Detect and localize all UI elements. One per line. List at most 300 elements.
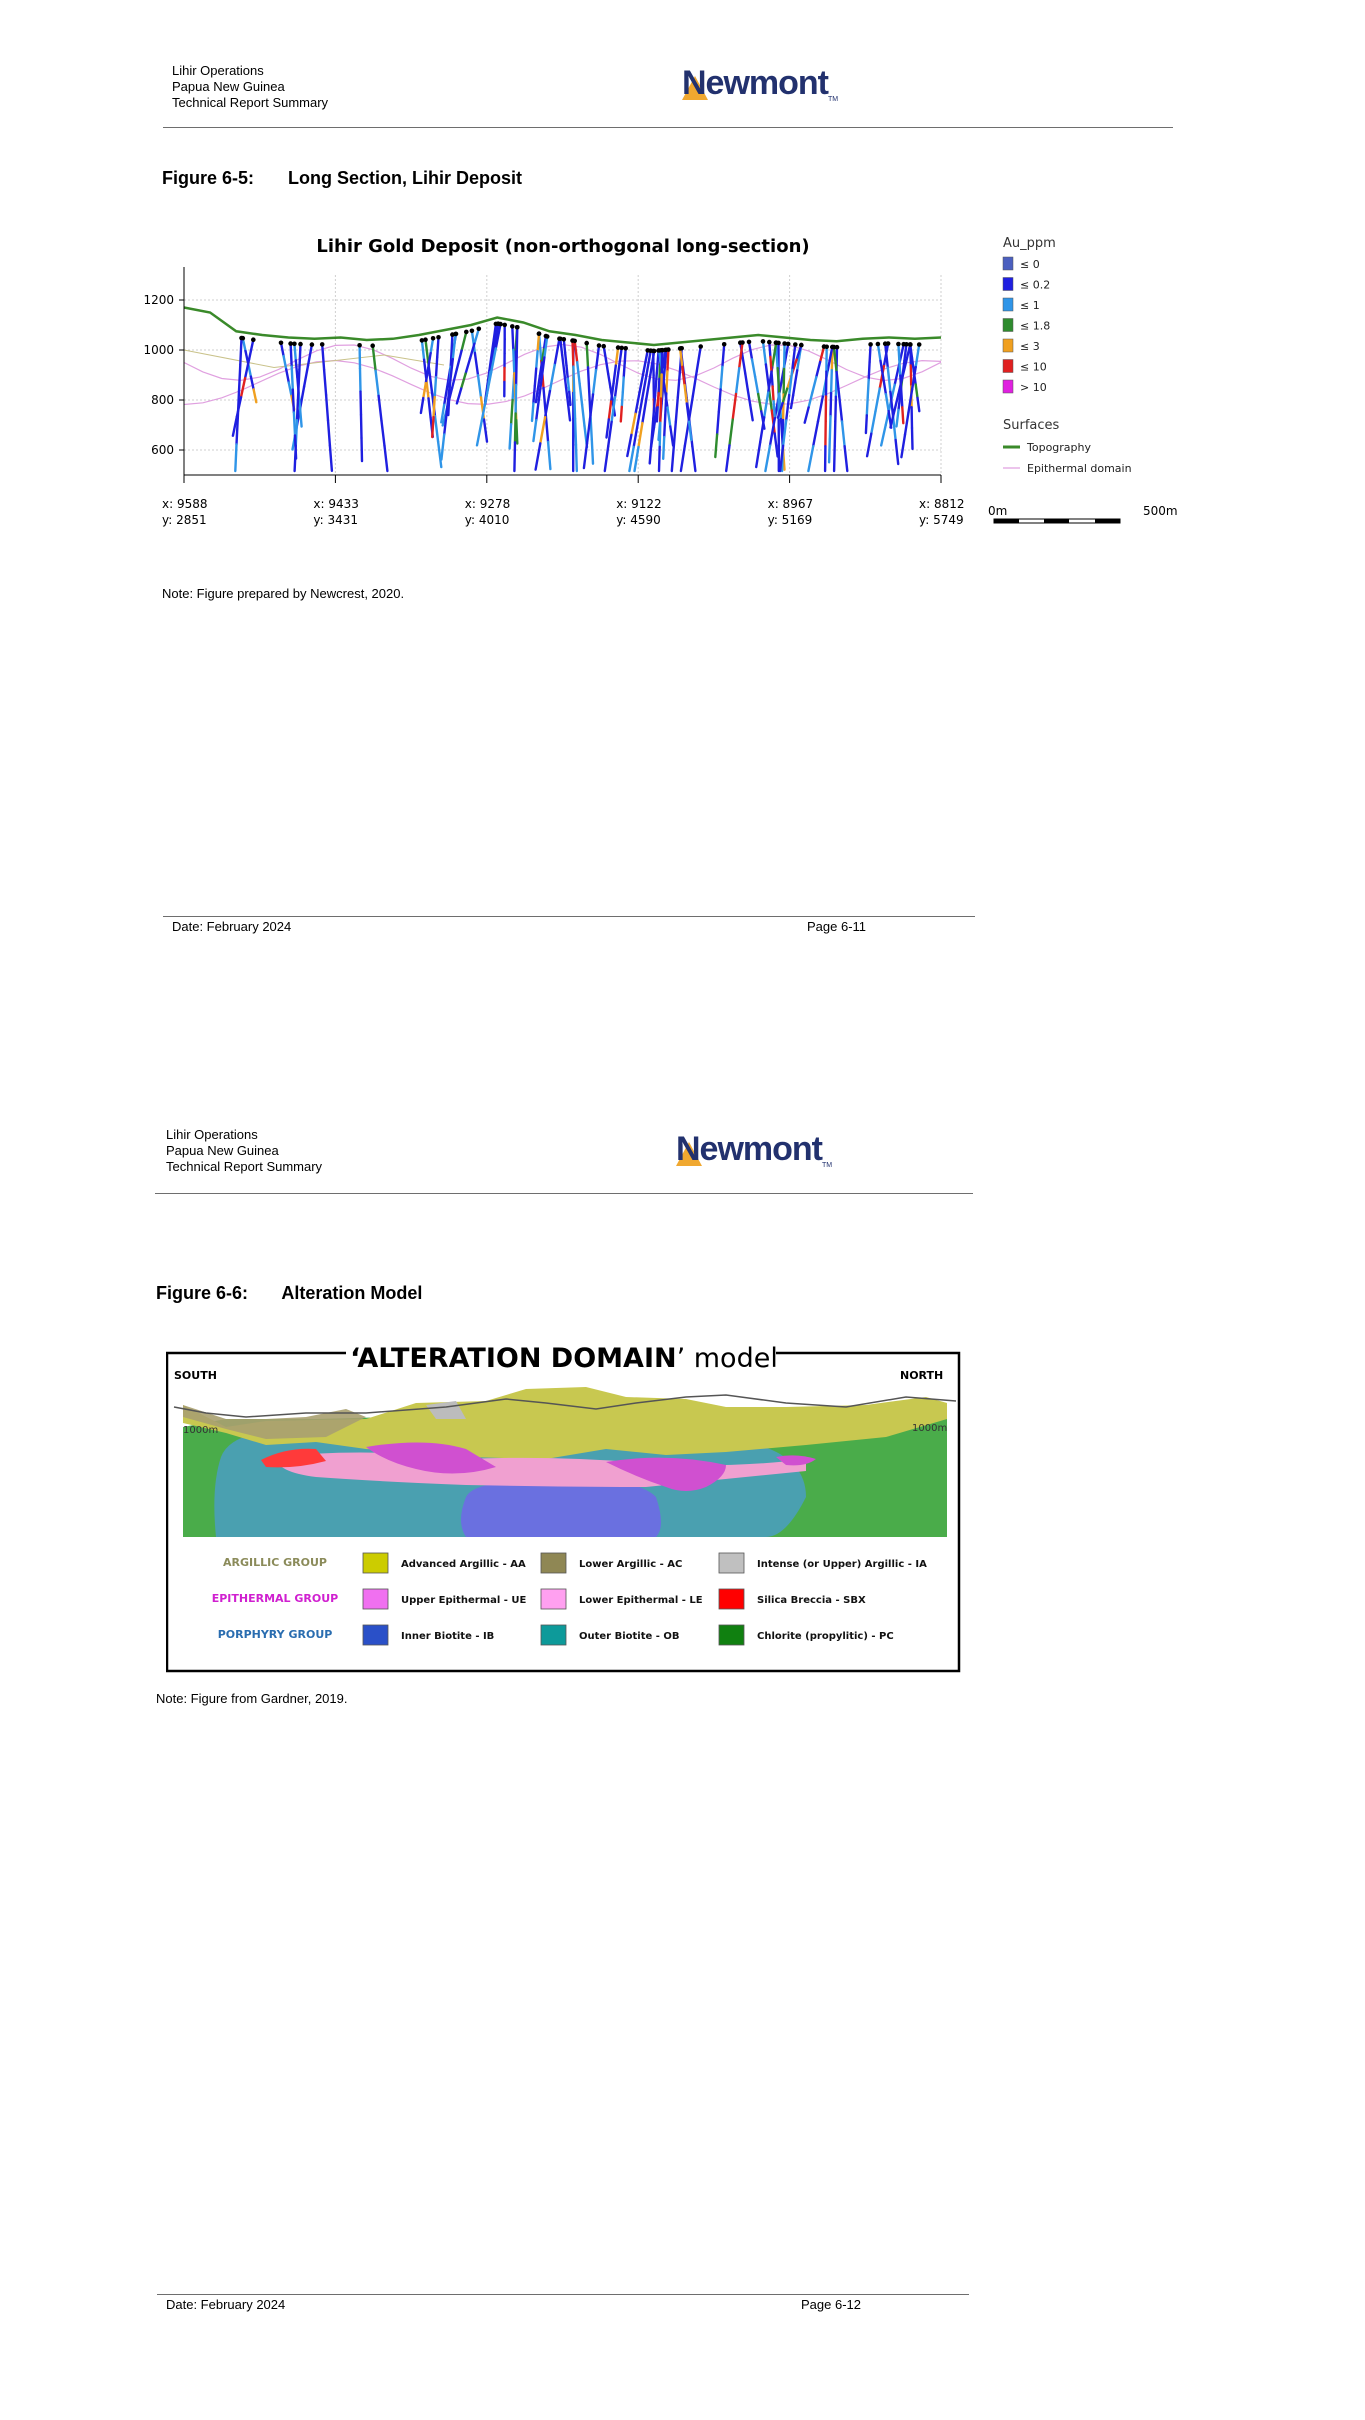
collar-point	[886, 341, 891, 346]
drillhole-segment	[582, 405, 584, 426]
drillhole-segment	[536, 351, 537, 368]
legend-label: ≤ 0.2	[1020, 278, 1051, 292]
drillhole-segment	[674, 422, 676, 447]
legend-group-name: EPITHERMAL GROUP	[211, 1592, 339, 1605]
legend-swatch	[719, 1553, 744, 1573]
drillhole-segment	[254, 389, 257, 402]
figure-number: Figure 6-5:	[162, 168, 255, 188]
collar-point	[832, 345, 837, 350]
drillhole-segment	[749, 342, 752, 359]
collar-point	[423, 337, 428, 342]
collar-point	[357, 343, 362, 348]
drillhole-segment	[715, 435, 717, 458]
drillhole-segment	[659, 379, 660, 393]
drillhole-segment	[555, 339, 560, 365]
legend-label: Chlorite (propylitic) - PC	[757, 1631, 894, 1642]
drillhole-segment	[618, 348, 621, 373]
drillhole-segment	[901, 435, 905, 458]
drillhole-segment	[593, 370, 596, 395]
x-tick-label: x: 9588	[162, 497, 208, 511]
drillhole-segment	[477, 421, 482, 445]
y-tick-label: 800	[151, 393, 174, 407]
drillhole-segment	[376, 371, 379, 396]
drillhole-segment	[326, 395, 328, 420]
alteration-title: ‘ALTERATION DOMAIN’ model	[350, 1343, 778, 1374]
collar-point	[320, 342, 325, 347]
figure-title: Alteration Model	[281, 1283, 423, 1303]
legend-group-name: PORPHYRY GROUP	[217, 1628, 333, 1641]
drillhole-segment	[770, 357, 771, 372]
drillhole-segment	[324, 370, 326, 395]
drillhole-segment	[609, 402, 611, 420]
drillhole-segment	[516, 385, 517, 414]
header-line-1: Lihir Operations	[172, 63, 264, 78]
collar-point	[623, 346, 628, 351]
legend-label: ≤ 1	[1020, 299, 1040, 312]
drillhole-segment	[587, 419, 590, 444]
drillhole-segment	[657, 351, 659, 374]
collar-point	[545, 334, 550, 339]
drillhole-segment	[292, 367, 293, 390]
drillhole-segment	[896, 440, 899, 464]
collar-point	[558, 337, 563, 342]
drillhole-segment	[575, 419, 576, 445]
drillhole-segment	[916, 345, 920, 368]
drillhole-segment	[295, 436, 296, 459]
drillhole-segment	[748, 389, 751, 405]
drillhole-segment	[813, 421, 818, 446]
drillhole-segment	[642, 399, 646, 423]
drillhole-segment	[434, 397, 435, 417]
legend-label: Intense (or Upper) Argillic - IA	[757, 1559, 927, 1570]
collar-point	[698, 344, 703, 349]
drillhole-segment	[621, 407, 622, 422]
legend-label: Silica Breccia - SBX	[757, 1595, 866, 1606]
collar-point	[908, 342, 913, 347]
elevation-right-label: 1000m	[912, 1423, 948, 1434]
drillhole-segment	[634, 423, 638, 447]
drillhole-segment	[676, 397, 678, 422]
legend-label: > 10	[1020, 381, 1047, 394]
legend-swatch	[1003, 339, 1013, 352]
drillhole-segment	[304, 366, 308, 387]
alteration-model-figure	[166, 1337, 962, 1673]
drillhole-segment	[719, 389, 721, 412]
drillhole-segment	[745, 374, 747, 390]
x-tick-label: x: 9122	[616, 497, 662, 511]
drillhole-segment	[693, 371, 697, 396]
drillhole-segment	[881, 425, 886, 445]
drillhole-segment	[678, 373, 680, 398]
drillhole-segment	[655, 373, 657, 396]
collar-point	[601, 344, 606, 349]
page-header-text	[172, 63, 328, 111]
drillhole-segment	[867, 398, 868, 416]
collar-point	[645, 348, 650, 353]
collar-point	[515, 325, 520, 330]
drillhole-segment	[300, 410, 301, 427]
drillhole-segment	[474, 329, 478, 344]
drillhole-segment	[773, 386, 774, 401]
x-tick-label: x: 8967	[767, 497, 814, 511]
collar-point	[251, 337, 256, 342]
legend-swatch	[363, 1625, 388, 1645]
figure-note: Note: Figure from Gardner, 2019.	[156, 1691, 348, 1706]
x-tick-labels	[162, 497, 965, 527]
x-tick-label: y: 3431	[313, 513, 359, 527]
y-tick-label: 1200	[143, 293, 174, 307]
drillhole-segment	[842, 421, 845, 446]
drillhole-segment	[533, 420, 536, 441]
legend-swatch	[1003, 257, 1013, 270]
drillhole-segment	[870, 344, 871, 362]
scale-bar	[988, 504, 1178, 523]
legend-label: Inner Biotite - IB	[401, 1631, 495, 1642]
drillhole-segment	[662, 350, 663, 374]
drillhole-segment	[515, 414, 516, 443]
drillhole-segment	[784, 344, 785, 370]
drillhole-segment	[627, 435, 631, 456]
collar-point	[370, 343, 375, 348]
drillhole-segment	[881, 361, 884, 378]
grade-legend	[1003, 257, 1050, 394]
drillhole-segment	[789, 370, 792, 395]
drillhole-segment	[778, 368, 780, 393]
collar-point	[310, 342, 315, 347]
collar-point	[464, 330, 469, 335]
drillhole-segment	[878, 344, 881, 361]
drillhole-segment	[511, 400, 512, 424]
footer-page-number: Page 6-12	[801, 2297, 861, 2312]
drillhole-segment	[902, 407, 903, 423]
logo-wordmark: NewmontTM	[682, 64, 839, 103]
inner-biotite-domain	[461, 1481, 661, 1537]
drillhole-segment	[429, 398, 431, 417]
drillhole-segment	[548, 442, 550, 469]
drillhole-segment	[540, 417, 545, 443]
drillhole-segment	[360, 369, 361, 392]
x-tick-label: y: 2851	[162, 513, 207, 527]
drillhole-segment	[752, 359, 755, 376]
legend-swatch	[541, 1625, 566, 1645]
drillhole-segment	[845, 446, 848, 471]
drillhole-segment	[566, 388, 568, 404]
drillhole-segment	[834, 446, 835, 471]
figure-title: Long Section, Lihir Deposit	[288, 168, 523, 188]
drillhole-segment	[658, 393, 659, 407]
collar-point	[298, 342, 303, 347]
drillhole-segment	[793, 383, 795, 396]
y-tick-label: 600	[151, 443, 174, 457]
collar-point	[747, 340, 752, 345]
drillhole-segment	[888, 368, 891, 392]
scale-bar-end: 500m	[1143, 504, 1178, 518]
drillhole-segment	[831, 393, 832, 416]
drillhole-segment	[831, 370, 832, 393]
drillhole-segment	[441, 435, 444, 460]
collar-point	[288, 341, 293, 346]
drillhole-segment	[639, 423, 643, 447]
footer-rule	[157, 2294, 969, 2295]
drillhole-segment	[475, 353, 478, 375]
drillhole-segment	[510, 424, 512, 448]
drillhole-segment	[670, 427, 673, 446]
drillhole-segment	[763, 341, 766, 364]
drillhole-segment	[899, 360, 900, 376]
drillhole-segment	[422, 340, 424, 359]
collar-point	[666, 347, 671, 352]
drillhole-segment	[631, 414, 635, 435]
drillhole-segment	[550, 365, 555, 391]
legend-swatch	[719, 1625, 744, 1645]
legend-swatch	[1003, 360, 1013, 373]
drillhole-segment	[294, 413, 295, 436]
drillhole-segment	[667, 350, 668, 372]
drillhole-segment	[736, 368, 739, 394]
drillhole-segment	[835, 422, 836, 447]
legend-label: ≤ 3	[1020, 340, 1040, 353]
drillhole-segment	[574, 393, 575, 419]
drillhole-segment	[622, 392, 623, 407]
drillhole-segment	[478, 375, 481, 397]
drillhole-segment	[373, 346, 376, 371]
header-rule	[155, 1193, 973, 1194]
drillhole-segment	[721, 367, 723, 390]
drillhole-segment	[432, 417, 433, 437]
collar-point	[876, 342, 881, 347]
drillhole-segment	[533, 386, 534, 403]
drillhole-segment	[361, 392, 362, 415]
drillhole-segment	[299, 344, 300, 369]
legend-swatch	[541, 1553, 566, 1573]
legend-swatch	[363, 1589, 388, 1609]
x-tick-label: x: 9278	[464, 497, 511, 511]
drillhole-segment	[659, 365, 660, 379]
drillhole-segment	[516, 356, 517, 385]
drillhole-segment	[755, 377, 758, 394]
drillhole-segment	[484, 420, 487, 442]
drillhole-segment	[235, 444, 236, 471]
drillhole-segment	[297, 395, 298, 420]
drillholes	[233, 321, 922, 471]
x-tick-label: y: 5749	[919, 513, 964, 527]
drillhole-segment	[607, 420, 609, 438]
drillhole-segment	[573, 367, 574, 393]
drillhole-segment	[750, 405, 753, 421]
drillhole-segment	[587, 343, 588, 367]
drillhole-segment	[538, 334, 539, 352]
drillhole-segment	[291, 344, 292, 367]
collar-point	[279, 341, 284, 346]
collar-point	[239, 336, 244, 341]
drillhole-segment	[795, 370, 797, 383]
drillhole-segment	[249, 340, 253, 359]
drillhole-segment	[576, 445, 577, 471]
drillhole-segment	[588, 367, 589, 391]
drillhole-segment	[536, 443, 541, 469]
legend-label: Lower Argillic - AC	[579, 1559, 683, 1570]
drillhole-segment	[293, 390, 294, 413]
drillhole-segment	[535, 369, 536, 386]
drillhole-segment	[573, 341, 574, 367]
collar-point	[896, 342, 901, 347]
drillhole-segment	[730, 420, 733, 446]
logo-wordmark: NewmontTM	[676, 1130, 833, 1169]
drillhole-segment	[330, 446, 332, 471]
drillhole-segment	[286, 369, 289, 382]
x-tick-label: y: 4590	[616, 513, 661, 527]
drillhole-segment	[385, 446, 388, 471]
legend-swatch	[719, 1589, 744, 1609]
legend-swatch	[363, 1553, 388, 1573]
collar-point	[824, 345, 829, 350]
drillhole-segment	[568, 404, 570, 420]
drillhole-segment	[871, 411, 875, 434]
drillhole-segment	[564, 372, 566, 388]
drillhole-segment	[608, 374, 610, 388]
collar-point	[597, 343, 602, 348]
drillhole-segment	[650, 441, 652, 464]
x-tick-label: y: 5169	[767, 513, 813, 527]
drillhole-segment	[765, 446, 770, 471]
drillhole-segment	[758, 394, 761, 411]
drillhole-segment	[362, 438, 363, 461]
drillhole-segment	[382, 421, 385, 446]
scale-bar-start: 0m	[988, 504, 1008, 518]
collar-point	[660, 348, 665, 353]
drillhole-segment	[661, 374, 662, 398]
legend-label: ≤ 10	[1020, 360, 1047, 374]
drillhole-segment	[567, 366, 568, 379]
drillhole-segment	[820, 347, 824, 362]
legend-swatch	[1003, 278, 1013, 291]
drillhole-segment	[577, 362, 579, 383]
drillhole-segment	[791, 396, 793, 409]
header-line-2: Papua New Guinea	[172, 79, 285, 94]
collar-point	[767, 340, 772, 345]
drillhole-segment	[660, 399, 661, 423]
collar-point	[570, 338, 575, 343]
legend-group-name: ARGILLIC GROUP	[223, 1556, 327, 1569]
collar-point	[510, 324, 515, 329]
drillhole-segment	[580, 383, 583, 404]
x-tick-label: y: 4010	[464, 513, 510, 527]
drillhole-segment	[756, 442, 760, 467]
legend-swatch	[1003, 380, 1013, 393]
collar-point	[740, 340, 745, 345]
figure-number: Figure 6-6:	[156, 1283, 249, 1303]
drillhole-segment	[830, 416, 831, 439]
drillhole-segment	[866, 415, 867, 433]
drillhole-segment	[901, 392, 902, 408]
drillhole-segment	[805, 408, 809, 423]
drillhole-segment	[666, 371, 667, 393]
collar-point	[799, 343, 804, 348]
drillhole-segment	[614, 366, 616, 384]
drillhole-segment	[294, 344, 295, 361]
north-label: NORTH	[900, 1369, 944, 1382]
drillhole-segment	[435, 416, 438, 442]
drillhole-segment	[663, 437, 664, 459]
collar-point	[470, 329, 475, 334]
drillhole-segment	[668, 408, 671, 427]
drillhole-segment	[560, 339, 562, 355]
drillhole-segment	[816, 362, 820, 377]
drillhole-segment	[897, 410, 899, 426]
drillhole-segment	[905, 412, 909, 435]
drillhole-segment	[546, 415, 548, 442]
header-line-3: Technical Report Summary	[172, 95, 329, 110]
drillhole-segment	[241, 378, 245, 397]
drillhole-segment	[733, 394, 736, 420]
drillhole-segment	[461, 374, 465, 389]
drillhole-segment	[774, 401, 775, 416]
x-tick-label: x: 8812	[919, 497, 965, 511]
figure-caption	[162, 168, 522, 189]
drillhole-segment	[517, 327, 518, 356]
drillhole-segment	[629, 447, 633, 471]
drillhole-segment	[657, 407, 658, 421]
drillhole-segment	[562, 355, 564, 371]
drillhole-segment	[328, 420, 330, 445]
legend-label: Advanced Argillic - AA	[401, 1559, 526, 1570]
drillhole-segment	[868, 380, 869, 398]
collar-point	[616, 345, 621, 350]
drillhole-segment	[568, 379, 569, 392]
legend-label: ≤ 1.8	[1020, 319, 1051, 333]
drillhole-segment	[912, 358, 914, 371]
figure-note: Note: Figure prepared by Newcrest, 2020.	[162, 586, 405, 601]
surface-label: Epithermal domain	[1027, 462, 1132, 475]
drillhole-segment	[596, 346, 599, 371]
legend-label: Upper Epithermal - UE	[401, 1595, 527, 1606]
collar-point	[774, 340, 779, 345]
drillhole-segment	[867, 434, 871, 457]
legend-title: Au_ppm	[1003, 236, 1056, 251]
drillhole-segment	[532, 403, 533, 421]
drillhole-segment	[466, 359, 470, 374]
collar-point	[584, 341, 589, 346]
drillhole-segment	[296, 360, 298, 377]
drillhole-segment	[772, 372, 773, 387]
collar-point	[917, 342, 922, 347]
legend-swatch	[1003, 298, 1013, 311]
collar-point	[722, 342, 727, 347]
drillhole-segment	[512, 326, 513, 349]
surface-label: Topography	[1027, 441, 1092, 454]
drillhole-segment	[685, 421, 689, 446]
drillhole-segment	[584, 444, 587, 469]
collar-point	[793, 342, 798, 347]
collar-point	[436, 335, 441, 340]
collar-point	[431, 336, 436, 341]
drillhole-segment	[623, 378, 624, 393]
chart-title: Lihir Gold Deposit (non-orthogonal long-section)	[316, 236, 810, 257]
drillhole-segment	[717, 412, 719, 435]
drillhole-segment	[829, 439, 830, 462]
drillhole-segment	[240, 338, 241, 365]
drillhole-segment	[462, 332, 467, 351]
y-tick-labels	[143, 293, 174, 457]
footer-date: Date: February 2024	[166, 2297, 286, 2312]
drillhole-segment	[436, 357, 437, 377]
drillhole-segment	[659, 447, 660, 471]
drillhole-segment	[775, 434, 778, 457]
south-label: SOUTH	[174, 1369, 217, 1382]
drillhole-segment	[437, 337, 438, 357]
drillhole-segment	[660, 423, 661, 447]
header-line-2: Papua New Guinea	[166, 1143, 279, 1158]
